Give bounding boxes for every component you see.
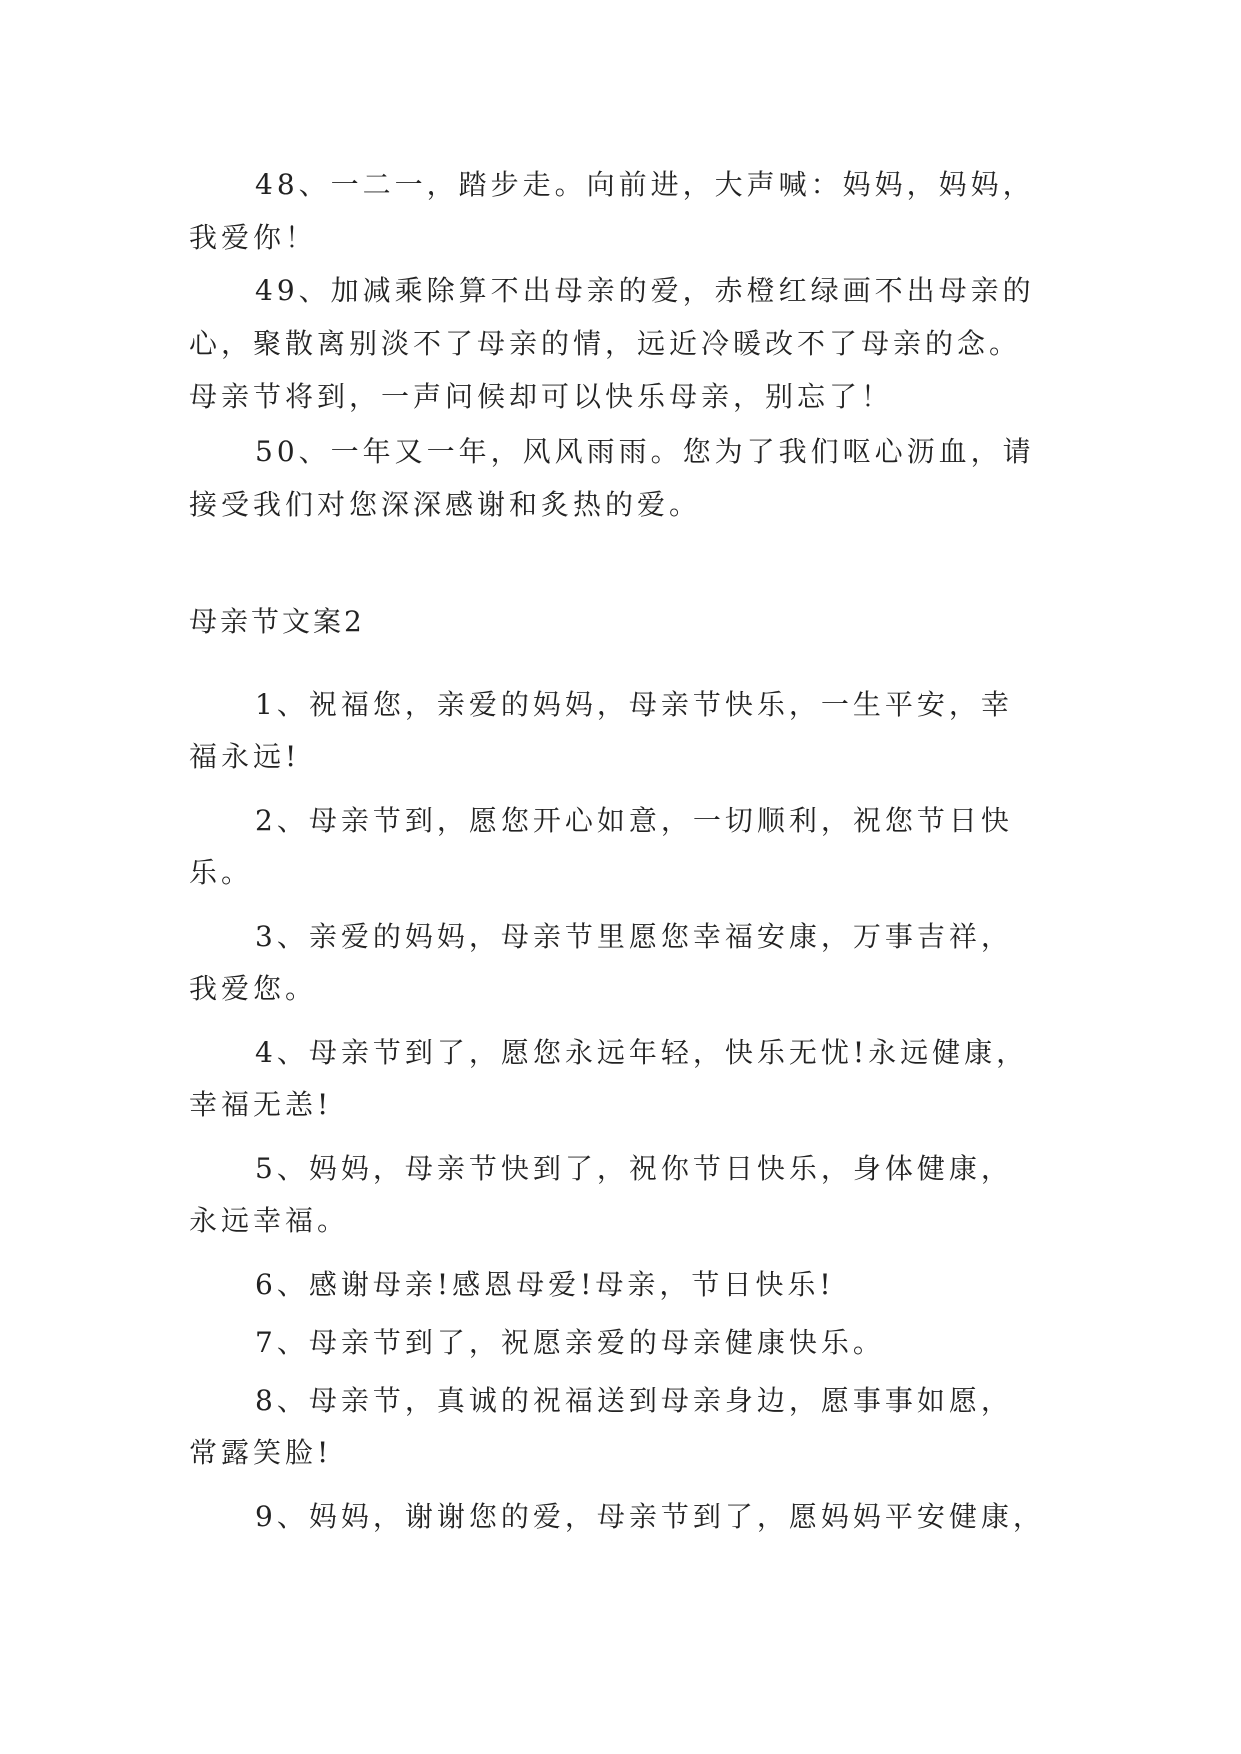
wish-7-line-1: 7、母亲节到了，祝愿亲爱的母亲健康快乐。 <box>255 1326 885 1359</box>
paragraph-49-line-3: 母亲节将到，一声问候却可以快乐母亲，别忘了！ <box>189 380 894 413</box>
paragraph-50-line-1: 50、一年又一年，风风雨雨。您为了我们呕心沥血，请 <box>255 435 1035 468</box>
wish-5-line-1: 5、妈妈，母亲节快到了，祝你节日快乐，身体健康， <box>255 1152 1013 1185</box>
wish-9-line-1: 9、妈妈，谢谢您的爱，母亲节到了，愿妈妈平安健康， <box>255 1500 1045 1533</box>
section-heading: 母亲节文案2 <box>189 605 365 638</box>
wish-6-line-1: 6、感谢母亲!感恩母爱!母亲，节日快乐! <box>255 1268 835 1301</box>
paragraph-49-line-2: 心，聚散离别淡不了母亲的情，远近冷暖改不了母亲的念。 <box>189 327 1022 360</box>
wish-4-line-1: 4、母亲节到了，愿您永远年轻，快乐无忧!永远健康， <box>255 1036 1029 1069</box>
wish-3-line-2: 我爱您。 <box>189 972 318 1005</box>
wish-2-line-2: 乐。 <box>189 856 254 889</box>
paragraph-50-line-2: 接受我们对您深深感谢和炙热的爱。 <box>189 488 702 521</box>
wish-2-line-1: 2、母亲节到，愿您开心如意，一切顺利，祝您节日快 <box>255 804 1013 837</box>
wish-5-line-2: 永远幸福。 <box>189 1204 350 1237</box>
wish-1-line-1: 1、祝福您，亲爱的妈妈，母亲节快乐，一生平安，幸 <box>255 688 1013 721</box>
paragraph-48-line-2: 我爱你！ <box>189 221 318 254</box>
paragraph-49-line-1: 49、加减乘除算不出母亲的爱，赤橙红绿画不出母亲的 <box>255 274 1035 307</box>
wish-8-line-2: 常露笑脸! <box>189 1436 333 1469</box>
wish-4-line-2: 幸福无恙! <box>189 1088 333 1121</box>
wish-3-line-1: 3、亲爱的妈妈，母亲节里愿您幸福安康，万事吉祥， <box>255 920 1013 953</box>
wish-8-line-1: 8、母亲节，真诚的祝福送到母亲身边，愿事事如愿， <box>255 1384 1013 1417</box>
paragraph-48-line-1: 48、一二一，踏步走。向前进，大声喊：妈妈，妈妈， <box>255 168 1035 201</box>
wish-1-line-2: 福永远! <box>189 740 301 773</box>
